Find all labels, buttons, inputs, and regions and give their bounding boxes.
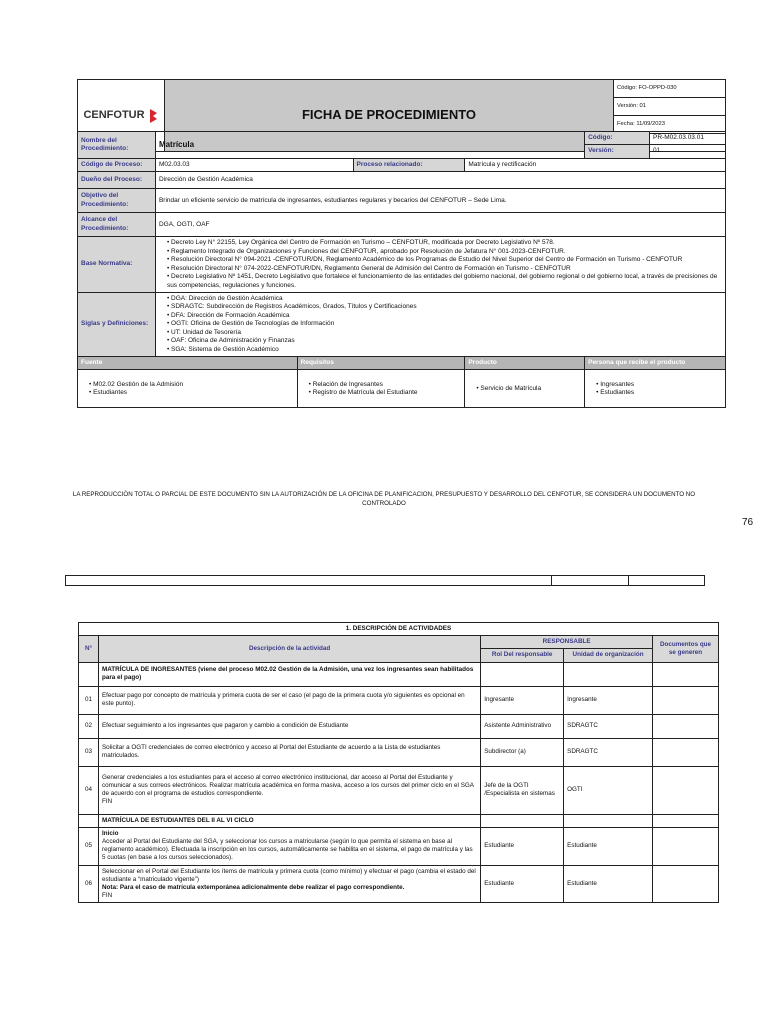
- alcance-label: Alcance del Procedimiento:: [78, 213, 156, 237]
- row-desc: Efectuar seguimiento a los ingresantes que pagaron y cambio a condición de Estudiante: [98, 714, 480, 738]
- procedure-sheet: [77, 131, 726, 408]
- procrel-value: Matrícula y rectificación: [465, 158, 726, 171]
- table-row: [79, 686, 719, 714]
- doc-code: Código: FO-OPPD-030: [614, 80, 726, 98]
- row-desc: Solicitar a OGTI credenciales de correo electrónico y acceso al Portal del Estudiante de acuerdo a la Lista de estudiantes matriculados.: [98, 738, 480, 766]
- persona-cell: [585, 370, 726, 408]
- fuente-header: Fuente: [78, 357, 298, 370]
- base-item: • Resolución Directoral N° 074-2022-CENFOTUR/DN, Reglamento General de Admisión del Centro de Formación en Turismo - CENFOTUR: [167, 265, 722, 273]
- base-item: • Decreto Ley N° 22155, Ley Orgánica del Centro de Formación en Turismo – CENFOTUR, modificada por Decreto Legislativo Nº 578.: [167, 239, 722, 247]
- siglas-label: Siglas y Definiciones:: [78, 292, 156, 356]
- persona-header: Persona que recibe el producto: [585, 357, 726, 370]
- dueno-value: Dirección de Gestión Académica: [155, 172, 725, 189]
- row-fin: FIN: [101, 798, 113, 806]
- row-number: 02: [79, 714, 99, 738]
- alcance-value: DGA, OGTI, OAF: [155, 213, 725, 237]
- persona-item: • Ingresantes: [596, 381, 722, 389]
- table-row: [79, 865, 719, 903]
- codproc-value: M02.03.03: [155, 158, 353, 171]
- row-rol: Estudiante: [481, 827, 564, 865]
- row-inicio: Inicio: [101, 829, 119, 837]
- objetivo-value: Brindar un eficiente servicio de matrícula de ingresantes, estudiantes regulares y becarios del CENFOTUR – Sede Lima.: [155, 189, 725, 213]
- row-unidad: Estudiante: [564, 827, 653, 865]
- nombre-label: Nombre del Procedimiento:: [78, 132, 156, 159]
- requisitos-cell: [297, 370, 465, 408]
- empty-cell: [653, 814, 719, 827]
- requisitos-header: Requisitos: [297, 357, 465, 370]
- sigla-item: • DGA: Dirección de Gestión Académica: [167, 295, 722, 303]
- row-docs: [653, 827, 719, 865]
- empty-cell: [629, 576, 705, 586]
- row-docs: [653, 714, 719, 738]
- table-row: [79, 827, 719, 865]
- row-number: 06: [79, 865, 99, 903]
- row-number: 01: [79, 686, 99, 714]
- row-unidad: SDRAGTC: [564, 714, 653, 738]
- col-desc-header: Descripción de la actividad: [98, 636, 480, 662]
- row-unidad: Ingresante: [564, 686, 653, 714]
- row-rol: [481, 766, 564, 814]
- sigla-item: • SDRAGTC: Subdirección de Registros Académicos, Grados, Títulos y Certificaciones: [167, 303, 722, 311]
- siglas-list: [159, 295, 722, 354]
- base-list: [159, 239, 722, 290]
- row-rol: Subdirector (a): [481, 738, 564, 766]
- col-unidad-header: Unidad de organización: [564, 649, 653, 662]
- sigla-item: • SGA: Sistema de Gestión Académico: [167, 346, 722, 354]
- empty-cell: [481, 662, 564, 686]
- section-ingresantes: MATRÍCULA DE INGRESANTES (viene del proceso M02.02 Gestión de la Admisión, una vez los ingresantes sean habilitados para el pago): [98, 662, 480, 686]
- fuente-cell: [78, 370, 298, 408]
- empty-cell: [564, 814, 653, 827]
- row-desc-text: Seleccionar en el Portal del Estudiante los ítems de matrícula y primera cuota (como mínimo) y efectuar el pago (cambia el estado del estudiante a “matriculado vigente”): [101, 867, 476, 883]
- base-item: • Reglamento Integrado de Organizaciones y Funciones del CENFOTUR, aprobado por Resolución de Jefatura N° 001-2023-CENFOTUR.: [167, 248, 722, 256]
- page-title: FICHA DE PROCEDIMIENTO: [165, 80, 614, 152]
- row-number: 03: [79, 738, 99, 766]
- row-desc: [98, 766, 480, 814]
- producto-cell: [465, 370, 585, 408]
- empty-cell: [79, 662, 99, 686]
- table-row: [79, 766, 719, 814]
- base-label: Base Normativa:: [78, 237, 156, 293]
- row-docs: [653, 766, 719, 814]
- col-docs-header: Documentos que se generen: [653, 636, 719, 662]
- section-estudiantes: MATRÍCULA DE ESTUDIANTES DEL II AL VI CICLO: [98, 814, 480, 827]
- empty-cell: [66, 576, 552, 586]
- base-list-cell: [155, 237, 725, 293]
- row-rol: Estudiante: [481, 865, 564, 903]
- col-resp-header: RESPONSABLE: [481, 636, 653, 649]
- version-value: 01: [650, 145, 726, 158]
- row-rol: Ingresante: [481, 686, 564, 714]
- persona-item: • Estudiantes: [596, 389, 722, 397]
- page-number: 76: [742, 517, 754, 528]
- row-rol: Asistente Administrativo: [481, 714, 564, 738]
- fuente-item: • M02.02 Gestión de la Admisión: [89, 381, 294, 389]
- cenfotur-logo: [81, 108, 161, 124]
- siglas-list-cell: [155, 292, 725, 356]
- footer-disclaimer: LA REPRODUCCIÓN TOTAL O PARCIAL DE ESTE DOCUMENTO SIN LA AUTORIZACIÓN DE LA OFICINA DE PLANIFICACION, PRESUPUESTO Y DESARROLLO DEL CENFOTUR, SE CONSIDERA UN DOCUMENTO NO CONTROLADO: [72, 491, 696, 507]
- procrel-label: Proceso relacionado:: [353, 158, 465, 171]
- row-desc: [98, 865, 480, 903]
- fuente-item: • Estudiantes: [89, 389, 294, 397]
- sigla-item: • DFA: Dirección de Formación Académica: [167, 312, 722, 320]
- empty-cell: [653, 662, 719, 686]
- empty-header-strip: [65, 575, 705, 586]
- doc-version: Versión: 01: [614, 98, 726, 116]
- row-desc-text: Generar credenciales a los estudiantes para el acceso al correo electrónico institucional, dar acceso al Portal del Estudiante y comunicar a sus correos electrónicos. Realizar matrícula académica en forma masiva, acceso a los cursos del primer ciclo en el SGA de acuerdo con el programa de estudios correspondiente.: [101, 773, 474, 798]
- sigla-item: • OGTI: Oficina de Gestión de Tecnologías de Información: [167, 320, 722, 328]
- col-n-header: N°: [79, 636, 99, 662]
- base-item: • Resolución Directoral N° 094-2021 -CENFOTUR/DN, Reglamento Académico de los Programas de Estudio del Nivel Superior del Centro de Formación en Turismo - CENFOTUR: [167, 256, 722, 264]
- codigo-value: PR-M02.03.03.01: [650, 132, 726, 145]
- row-docs: [653, 738, 719, 766]
- codproc-label: Código de Proceso:: [78, 158, 156, 171]
- row-unidad: OGTI: [564, 766, 653, 814]
- logo-text: CENFOTUR: [83, 109, 145, 122]
- base-item: • Decreto Legislativo Nº 1451, Decreto Legislativo que fortalece el funcionamiento de las entidades del gobierno nacional, del gobierno regional o del gobierno local, a través de precisiones de sus competencias, regulaciones y funciones.: [167, 273, 722, 290]
- empty-cell: [79, 814, 99, 827]
- empty-cell: [552, 576, 629, 586]
- dueno-label: Dueño del Proceso:: [78, 172, 156, 189]
- row-number: 04: [79, 766, 99, 814]
- producto-item: • Servicio de Matrícula: [476, 385, 581, 393]
- row-docs: [653, 865, 719, 903]
- producto-header: Producto: [465, 357, 585, 370]
- activities-table: [78, 622, 719, 903]
- row-rol-line: /Especialista en sistemas: [484, 790, 555, 798]
- row-fin: FIN: [101, 892, 113, 900]
- col-rol-header: Rol Del responsable: [481, 649, 564, 662]
- sigla-item: • OAF: Oficina de Administración y Finanzas: [167, 337, 722, 345]
- requisito-item: • Relación de Ingresantes: [309, 381, 462, 389]
- objetivo-label: Objetivo del Procedimiento:: [78, 189, 156, 213]
- doc-date: Fecha: 11/09/2023: [614, 116, 726, 134]
- row-desc: Efectuar pago por concepto de matrícula y primera cuota de ser el caso (el pago de la primera cuota y/o siguientes es opcional en este punto).: [98, 686, 480, 714]
- sigla-item: • UT: Unidad de Tesorería: [167, 329, 722, 337]
- row-desc: [98, 827, 480, 865]
- row-unidad: SDRAGTC: [564, 738, 653, 766]
- empty-cell: [564, 662, 653, 686]
- row-docs: [653, 686, 719, 714]
- table-row: [79, 714, 719, 738]
- empty-cell: [481, 814, 564, 827]
- row-nota: Nota: Para el caso de matrícula extemporánea adicionalmente debe realizar el pago correspondiente.: [101, 884, 405, 892]
- table-row: [79, 738, 719, 766]
- version-label: Versión:: [585, 145, 650, 158]
- nombre-value: Matrícula: [155, 132, 584, 159]
- row-desc-text: Acceder al Portal del Estudiante del SGA, y seleccionar los cursos a matricularse (según lo que permita el sistema en base al reglamento académico). Efectuada la inscripción en los cursos, automáticamente se habilita en el sistema, el pago de matrícula y las 5 cuotas (en base a los cursos seleccionados).: [101, 838, 473, 862]
- activities-title: 1. DESCRIPCIÓN DE ACTIVIDADES: [79, 623, 719, 636]
- row-number: 05: [79, 827, 99, 865]
- requisito-item: • Registro de Matrícula del Estudiante: [309, 389, 462, 397]
- row-rol-line: Jefe de la OGTI: [484, 781, 529, 789]
- row-unidad: Estudiante: [564, 865, 653, 903]
- logo-mark-icon: [147, 108, 159, 124]
- codigo-label: Código:: [585, 132, 650, 145]
